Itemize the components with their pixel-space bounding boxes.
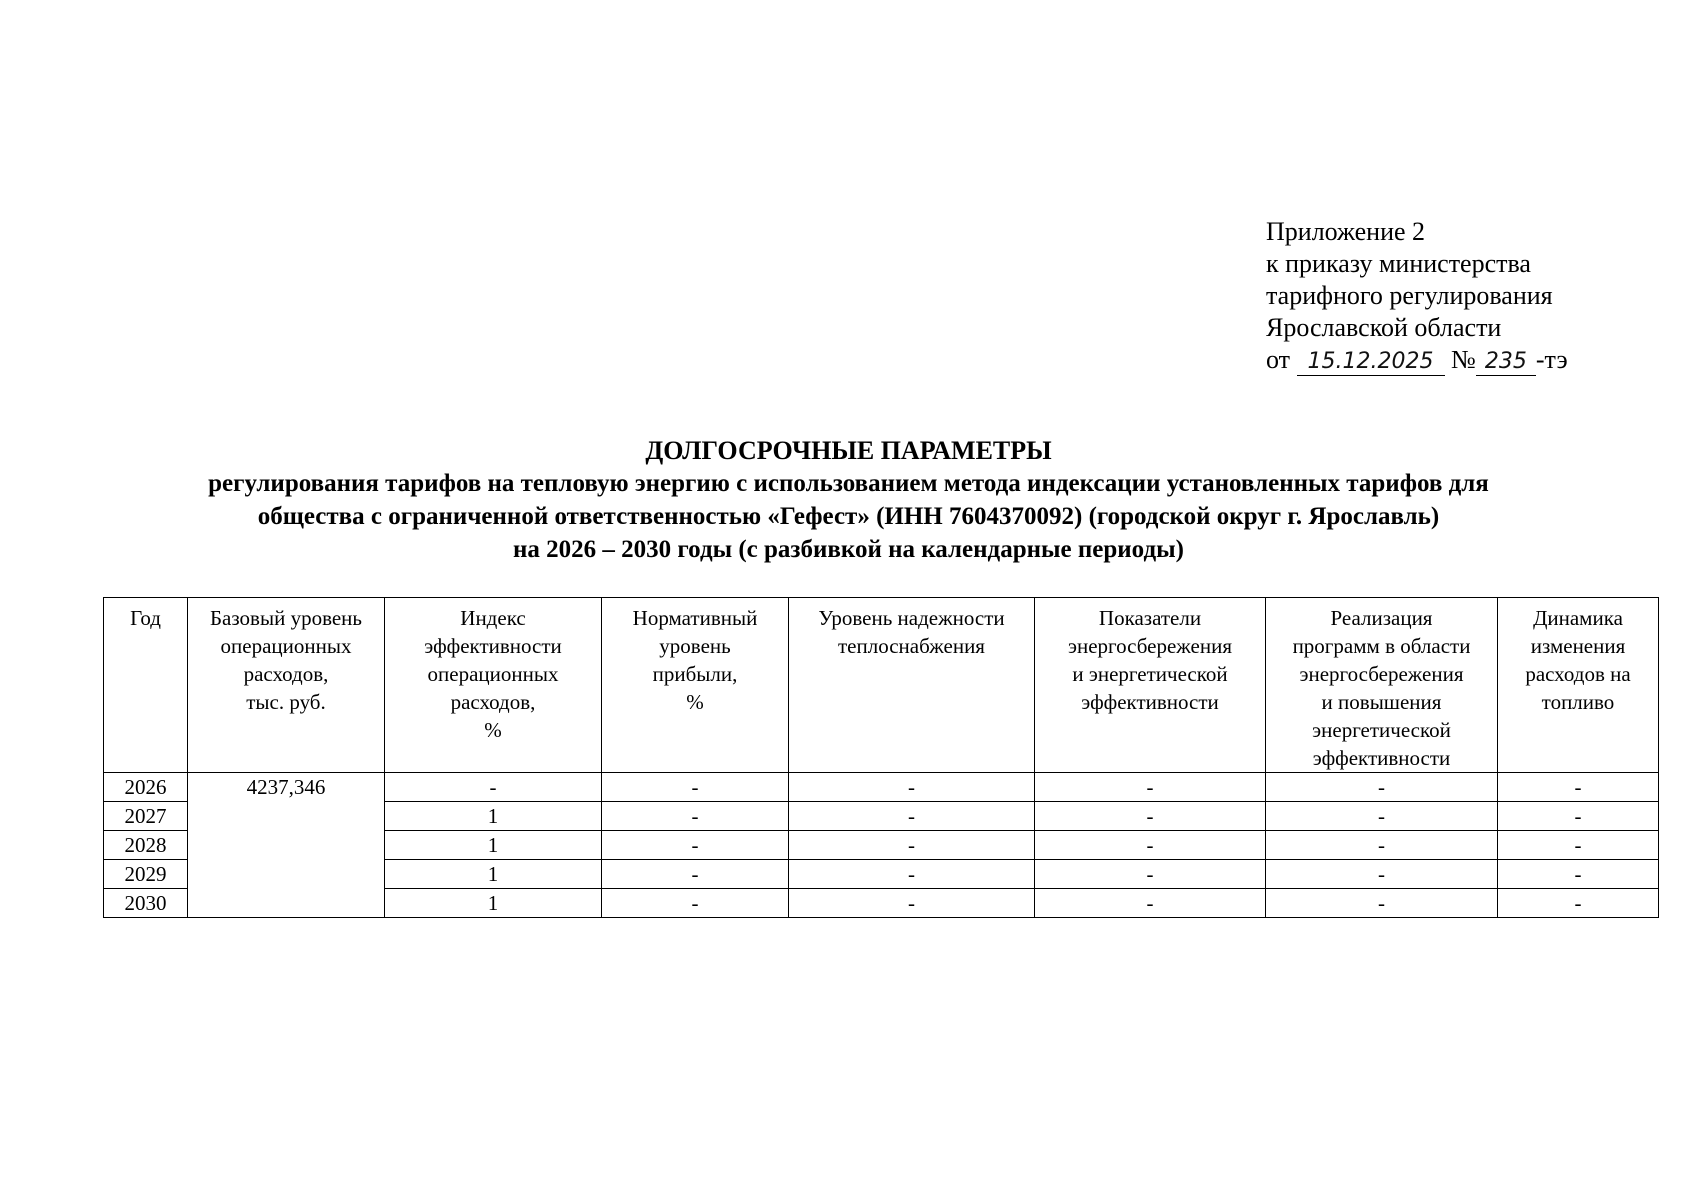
cell-energy-saving: - bbox=[1035, 860, 1266, 889]
header-text: % bbox=[686, 690, 704, 714]
header-text: эффективности bbox=[1081, 690, 1219, 714]
cell-profit-level: - bbox=[602, 860, 789, 889]
cell-fuel-dynamics: - bbox=[1498, 889, 1659, 918]
header-text: теплоснабжения bbox=[838, 634, 985, 658]
cell-program: - bbox=[1266, 889, 1498, 918]
order-suffix: -тэ bbox=[1535, 345, 1568, 374]
header-text: Динамика bbox=[1533, 606, 1623, 630]
cell-program: - bbox=[1266, 773, 1498, 802]
document-title: ДОЛГОСРОЧНЫЕ ПАРАМЕТРЫ bbox=[645, 436, 1052, 465]
header-text: операционных bbox=[427, 662, 559, 686]
header-text: Уровень надежности bbox=[818, 606, 1005, 630]
header-text: расходов, bbox=[450, 690, 536, 714]
header-text: Базовый уровень bbox=[210, 606, 362, 630]
appendix-block bbox=[1266, 216, 1568, 376]
header-text: эффективности bbox=[1312, 746, 1451, 770]
cell-efficiency-index: 1 bbox=[385, 860, 602, 889]
cell-efficiency-index: 1 bbox=[385, 802, 602, 831]
cell-year: 2026 bbox=[104, 773, 188, 802]
cell-reliability: - bbox=[789, 889, 1035, 918]
header-text: прибыли, bbox=[652, 662, 738, 686]
cell-fuel-dynamics: - bbox=[1498, 773, 1659, 802]
order-number: 235 bbox=[1476, 349, 1536, 376]
cell-energy-saving: - bbox=[1035, 889, 1266, 918]
cell-base-level: 4237,346 bbox=[188, 773, 385, 918]
header-text: Показатели bbox=[1098, 606, 1202, 630]
header-text: энергосбережения bbox=[1067, 634, 1232, 658]
header-text: Нормативный bbox=[632, 606, 758, 630]
cell-energy-saving: - bbox=[1035, 773, 1266, 802]
cell-energy-saving: - bbox=[1035, 802, 1266, 831]
header-text: тыс. руб. bbox=[246, 690, 326, 714]
header-text: уровень bbox=[659, 634, 731, 658]
cell-profit-level: - bbox=[602, 802, 789, 831]
header-text: операционных bbox=[220, 634, 352, 658]
table-row bbox=[104, 773, 1659, 802]
cell-efficiency-index: 1 bbox=[385, 831, 602, 860]
header-row bbox=[104, 598, 1659, 773]
appendix-line: к приказу министерства bbox=[1266, 249, 1531, 278]
appendix-line: Ярославской области bbox=[1266, 313, 1502, 342]
header-efficiency-index bbox=[385, 598, 602, 773]
header-base-level bbox=[188, 598, 385, 773]
header-reliability bbox=[789, 598, 1035, 773]
cell-year: 2027 bbox=[104, 802, 188, 831]
cell-year: 2029 bbox=[104, 860, 188, 889]
header-text: топливо bbox=[1541, 690, 1615, 714]
header-text: изменения bbox=[1530, 634, 1626, 658]
cell-energy-saving: - bbox=[1035, 831, 1266, 860]
header-text: эффективности bbox=[424, 634, 562, 658]
cell-year: 2030 bbox=[104, 889, 188, 918]
cell-year: 2028 bbox=[104, 831, 188, 860]
header-energy-saving bbox=[1035, 598, 1266, 773]
heading-line: общества с ограниченной ответственностью «Гефест» (ИНН 7604370092) (городской округ г. Ярославль) bbox=[257, 503, 1440, 530]
document-heading bbox=[0, 434, 1697, 566]
header-year bbox=[104, 598, 188, 773]
cell-reliability: - bbox=[789, 802, 1035, 831]
header-text: энергетической bbox=[1312, 718, 1451, 742]
heading-line: на 2026 – 2030 годы (с разбивкой на календарные периоды) bbox=[513, 536, 1184, 563]
cell-program: - bbox=[1266, 802, 1498, 831]
header-profit-level bbox=[602, 598, 789, 773]
header-text: расходов, bbox=[243, 662, 329, 686]
header-program bbox=[1266, 598, 1498, 773]
cell-reliability: - bbox=[789, 831, 1035, 860]
header-text: и энергетической bbox=[1072, 662, 1228, 686]
cell-program: - bbox=[1266, 860, 1498, 889]
header-text: и повышения bbox=[1321, 690, 1442, 714]
header-text: Индекс bbox=[460, 606, 526, 630]
cell-profit-level: - bbox=[602, 889, 789, 918]
number-label: № bbox=[1451, 345, 1476, 374]
cell-program: - bbox=[1266, 831, 1498, 860]
params-table bbox=[103, 597, 1659, 918]
header-text: Год bbox=[130, 606, 161, 630]
header-text: расходов на bbox=[1525, 662, 1631, 686]
table-body bbox=[104, 773, 1659, 918]
cell-fuel-dynamics: - bbox=[1498, 860, 1659, 889]
cell-fuel-dynamics: - bbox=[1498, 831, 1659, 860]
header-text: программ в области bbox=[1292, 634, 1471, 658]
cell-profit-level: - bbox=[602, 831, 789, 860]
header-fuel-dynamics bbox=[1498, 598, 1659, 773]
cell-fuel-dynamics: - bbox=[1498, 802, 1659, 831]
appendix-line: тарифного регулирования bbox=[1266, 281, 1553, 310]
cell-reliability: - bbox=[789, 860, 1035, 889]
header-text: энергосбережения bbox=[1299, 662, 1464, 686]
appendix-order-line bbox=[1266, 344, 1568, 376]
cell-profit-level: - bbox=[602, 773, 789, 802]
heading-line: регулирования тарифов на тепловую энергию с использованием метода индексации установленных тарифов для bbox=[208, 470, 1489, 497]
cell-reliability: - bbox=[789, 773, 1035, 802]
header-text: Реализация bbox=[1330, 606, 1433, 630]
cell-efficiency-index: - bbox=[385, 773, 602, 802]
appendix-line: Приложение 2 bbox=[1266, 217, 1426, 246]
cell-efficiency-index: 1 bbox=[385, 889, 602, 918]
from-label: от bbox=[1266, 345, 1291, 374]
header-text: % bbox=[484, 718, 502, 742]
order-date: 15.12.2025 bbox=[1297, 349, 1445, 376]
